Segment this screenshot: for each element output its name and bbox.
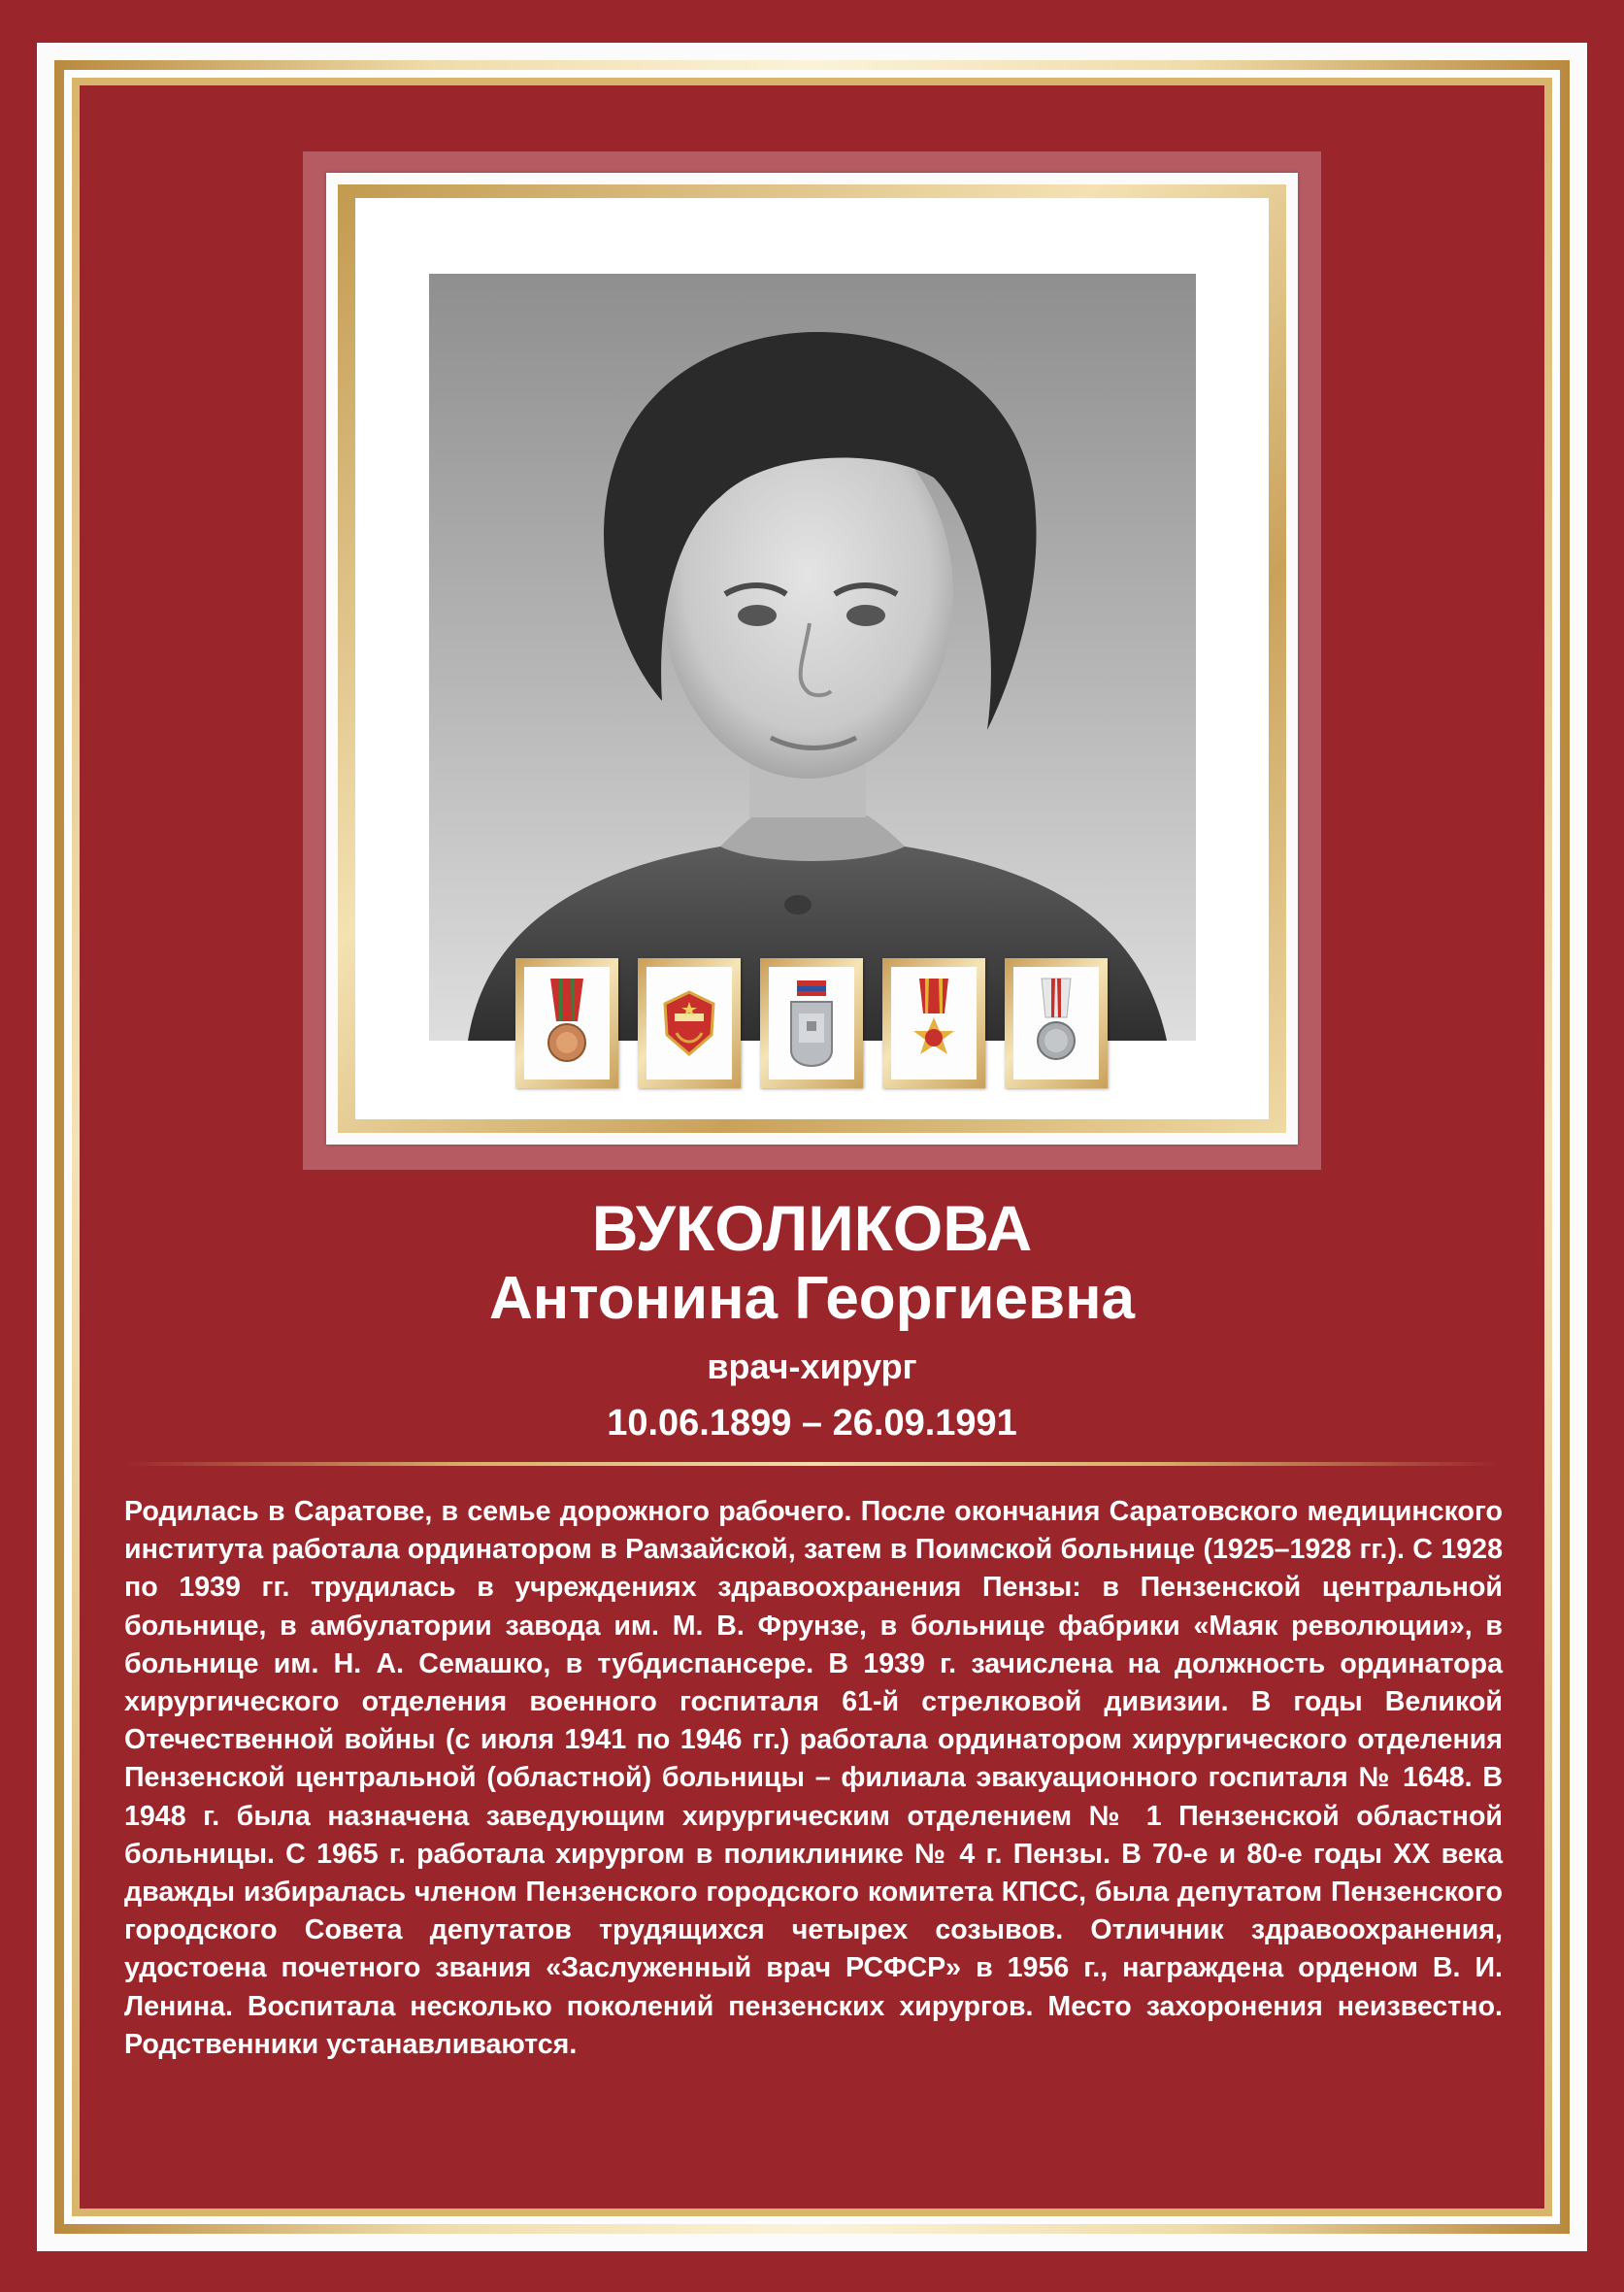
biography-text: Родилась в Саратове, в семье дорожного рабочего. После окончания Саратовского медицинского института работала ординатором в Рамзайской, затем в Поимской больнице (1925–1928 гг.). С 1928 по 1939 гг. трудилась в учреждениях здравоохранения Пензы: в Пензенской центральной больнице, в амбулатории завода им. М. В. Фрунзе, в больнице фабрики «Маяк революции», в больнице им. Н. А. Семашко, в тубдиспансере. В 1939 г. зачислена на должность ординатора хирургического отделения военного госпиталя 61-й стрелковой дивизии. В годы Великой Отечественной войны (с июля 1941 по 1946 гг.) работала ординатором хирургического отделения Пензенской центральной (областной) больницы – филиала эвакуационного госпиталя № 1648. В 1948 г. была назначена заведующим хирургическим отделением № 1 Пензенской областной больницы. С 1965 г. работала хирургом в поликлинике № 4 г. Пензы. В 70-е и 80-е годы XX века дважды избиралась членом Пензенского городского комитета КПСС, была депутатом Пензенского городского Совета депутатов трудящихся четырех созывов. Отличник здравоохранения, удостоена почетного звания «Заслуженный врач РСФСР» в 1956 г., награждена орденом В. И. Ленина. Воспитала несколько поколений пензенских хирургов. Место захоронения неизвестно. Родственники устанавливаются. [124,1496,1503,2060]
excellent-healthcare-badge-icon [655,975,723,1072]
labor-veteran-medal-icon [533,975,601,1072]
award-frame-3 [760,958,863,1088]
portrait-photo [429,274,1196,1041]
person-surname: ВУКОЛИКОВА [591,1192,1033,1264]
person-profession: врач-хирург [707,1346,917,1386]
person-given-name: Антонина Георгиевна [488,1265,1136,1332]
award-frame-5 [1005,958,1108,1088]
portrait-illustration [429,274,1196,1041]
award-frame-2 [638,958,741,1088]
award-frame-4 [882,958,985,1088]
award-frame-1 [515,958,618,1088]
gold-divider [124,1462,1500,1466]
order-of-lenin-icon [900,975,968,1072]
jubilee-medal-icon [1022,975,1090,1072]
honored-doctor-badge-icon [778,975,845,1072]
person-life-dates: 10.06.1899 – 26.09.1991 [607,1403,1017,1444]
